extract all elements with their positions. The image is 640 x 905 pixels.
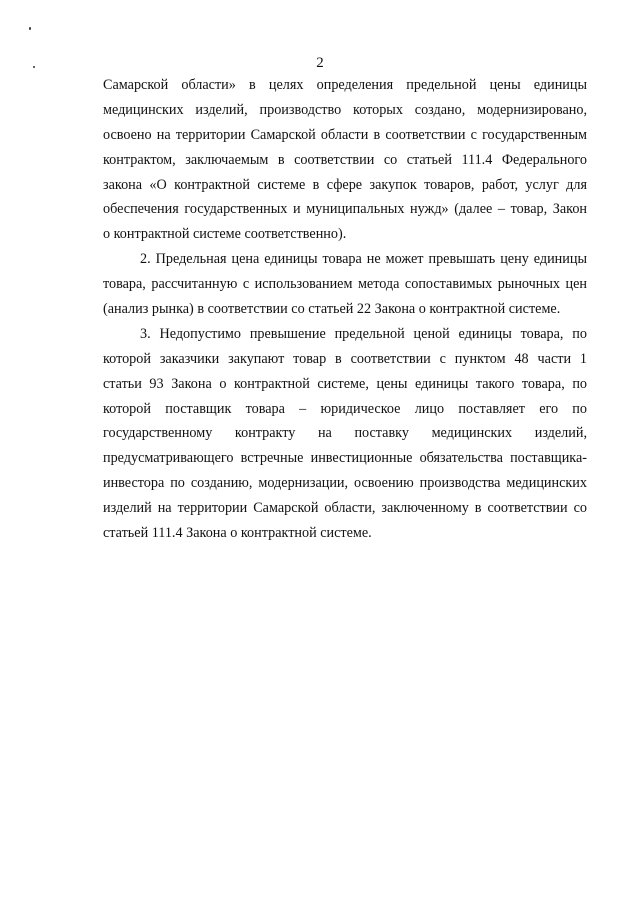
text-line: 3. Недопустимо превышение предельной ценой единицы товара, по — [140, 325, 587, 342]
text-line: статьей 111.4 Закона о контрактной системе. — [103, 525, 372, 542]
text-line: статьи 93 Закона о контрактной системе, цены единицы такого товара, по — [103, 375, 587, 392]
text-line: государственному контракту на поставку медицинских изделий, — [103, 425, 587, 442]
text-line: (анализ рынка) в соответствии со статьей 22 Закона о контрактной системе. — [103, 301, 561, 318]
text-line: 2. Предельная цена единицы товара не может превышать цену единицы — [140, 251, 587, 268]
text-line: медицинских изделий, производство которых создано, модернизировано, — [103, 101, 587, 118]
document-body — [103, 73, 587, 546]
text-line: о контрактной системе соответственно). — [103, 226, 347, 243]
paragraph-1 — [103, 73, 587, 247]
text-line: которой заказчики закупают товар в соответствии с пунктом 48 части 1 — [103, 350, 587, 367]
text-line: контрактом, заключаемым в соответствии со статьей 111.4 Федерального — [103, 151, 587, 168]
text-line: изделий на территории Самарской области, заключенному в соответствии со — [103, 500, 587, 517]
text-line: предусматривающего встречные инвестиционные обязательства поставщика- — [103, 450, 587, 467]
text-line: освоено на территории Самарской области в соответствии с государственным — [103, 126, 587, 143]
text-line: обеспечения государственных и муниципальных нужд» (далее – товар, Закон — [103, 201, 587, 218]
paragraph-3 — [103, 322, 587, 546]
page-number: 2 — [316, 55, 324, 71]
text-line: Самарской области» в целях определения предельной цены единицы — [103, 77, 587, 93]
text-line: инвестора по созданию, модернизации, освоению производства медицинских — [103, 475, 587, 492]
text-line: товара, рассчитанную с использованием метода сопоставимых рыночных цен — [103, 276, 587, 293]
text-line: закона «О контрактной системе в сфере закупок товаров, работ, услуг для — [103, 176, 587, 193]
scan-speck — [29, 27, 31, 30]
text-line: которой поставщик товара – юридическое лицо поставляет его по — [103, 400, 587, 417]
paragraph-2 — [103, 247, 587, 322]
